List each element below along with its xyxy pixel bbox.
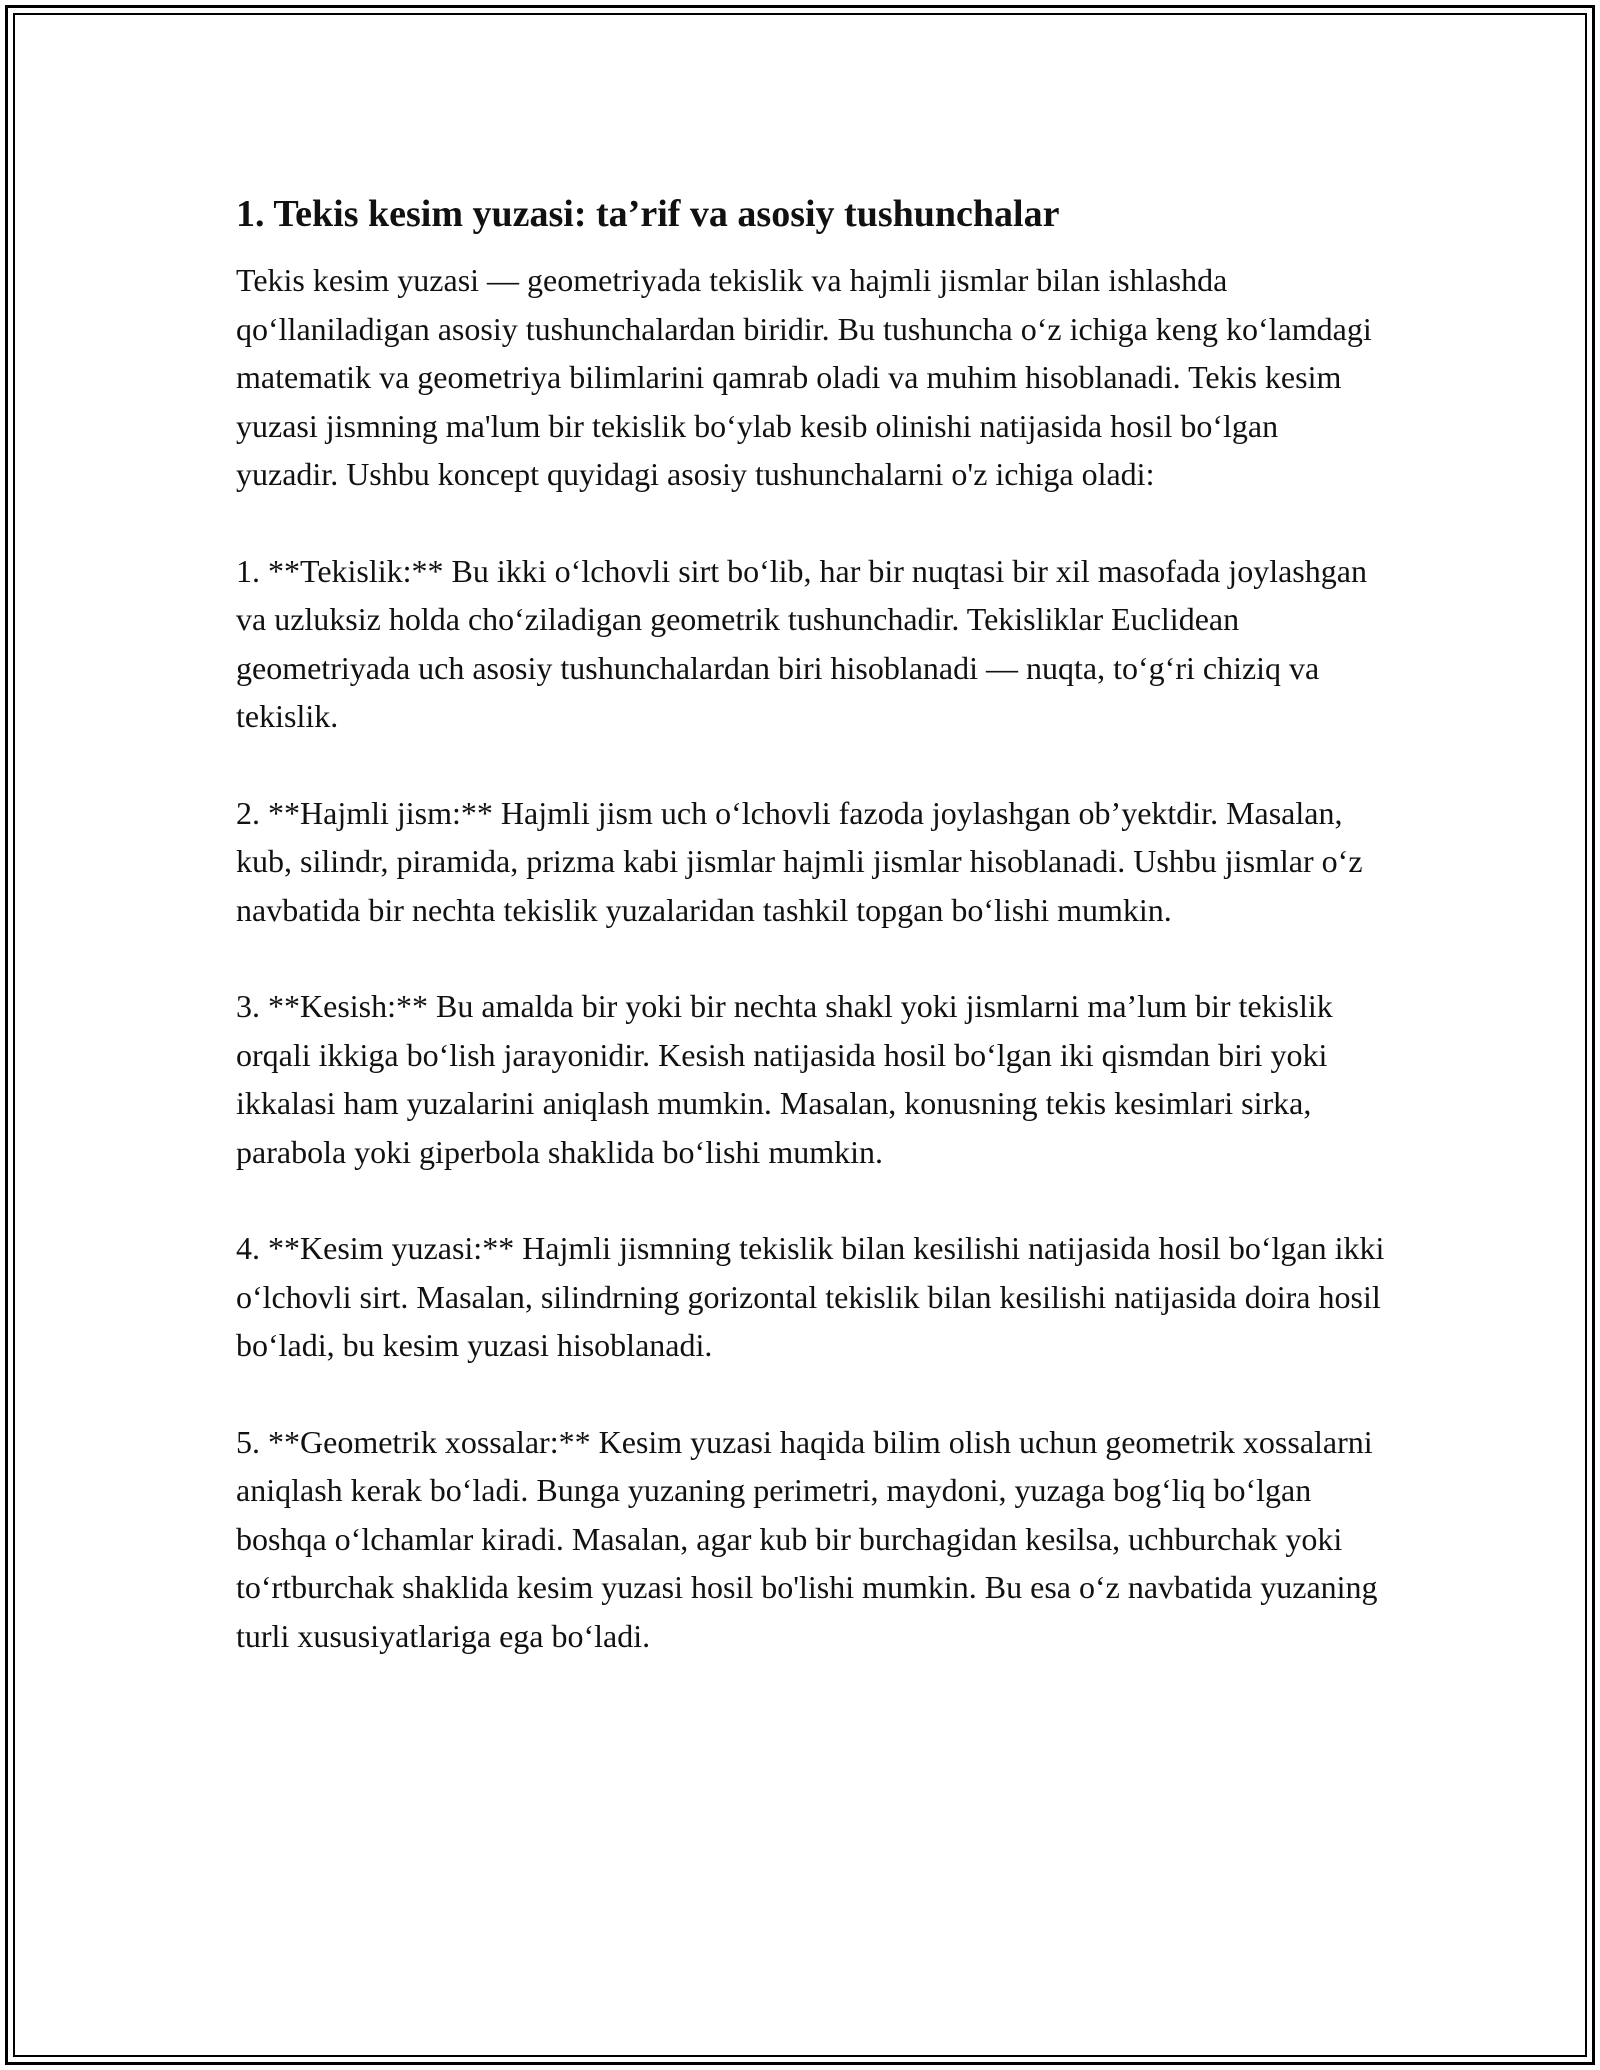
list-item-tekislik: 1. **Tekislik:** Bu ikki o‘lchovli sirt bo‘lib, har bir nuqtasi bir xil masofada joylashgan va uzluksiz holda cho‘ziladigan geometrik tushunchadir. Tekisliklar Euclidean geometriyada uch asosiy tushunchalardan biri hisoblanadi — nuqta, to‘g‘ri chiziq va tekislik. (236, 552, 1367, 734)
list-item-geometrik-xossalar: 5. **Geometrik xossalar:** Kesim yuzasi haqida bilim olish uchun geometrik xossalarni aniqlash kerak bo‘ladi. Bunga yuzaning perimetri, maydoni, yuzaga bog‘liq bo‘lgan boshqa o‘lchamlar kiradi. Masalan, agar kub bir burchagidan kesilsa, uchburchak yoki to‘rtburchak shaklida kesim yuzasi hosil bo'lishi mumkin. Bu esa o‘z navbatida yuzaning turli xususiyatlariga ega bo‘ladi. (236, 1423, 1378, 1654)
document-body (236, 188, 1386, 1708)
list-item-kesish: 3. **Kesish:** Bu amalda bir yoki bir nechta shakl yoki jismlarni ma’lum bir tekislik orqali ikkiga bo‘lish jarayonidir. Kesish natijasida hosil bo‘lgan iki qismdan biri yoki ikkalasi ham yuzalarini aniqlash mumkin. Masalan, konusning tekis kesimlari sirka, parabola yoki giperbola shaklida bo‘lishi mumkin. (236, 988, 1333, 1170)
list-item-hajmli-jism: 2. **Hajmli jism:** Hajmli jism uch o‘lchovli fazoda joylashgan ob’yektdir. Masalan, kub, silindr, piramida, prizma kabi jismlar hajmli jismlar hisoblanadi. Ushbu jismlar o‘z navbatida bir nechta tekislik yuzalaridan tashkil topgan bo‘lishi mumkin. (236, 794, 1363, 928)
list-item-kesim-yuzasi: 4. **Kesim yuzasi:** Hajmli jismning tekislik bilan kesilishi natijasida hosil bo‘lgan ikki o‘lchovli sirt. Masalan, silindrning gorizontal tekislik bilan kesilishi natijasida doira hosil bo‘ladi, bu kesim yuzasi hisoblanadi. (236, 1230, 1385, 1363)
section-heading: 1. Tekis kesim yuzasi: ta’rif va asosiy tushunchalar (236, 193, 1060, 235)
intro-paragraph: Tekis kesim yuzasi — geometriyada tekislik va hajmli jismlar bilan ishlashda qo‘llaniladigan asosiy tushunchalardan biridir. Bu tushuncha o‘z ichiga keng ko‘lamdagi matematik va geometriya bilimlarini qamrab oladi va muhim hisoblanadi. Tekis kesim yuzasi jismning ma'lum bir tekislik bo‘ylab kesib olinishi natijasida hosil bo‘lgan yuzadir. Ushbu koncept quyidagi asosiy tushunchalarni o'z ichiga oladi: (236, 262, 1372, 492)
